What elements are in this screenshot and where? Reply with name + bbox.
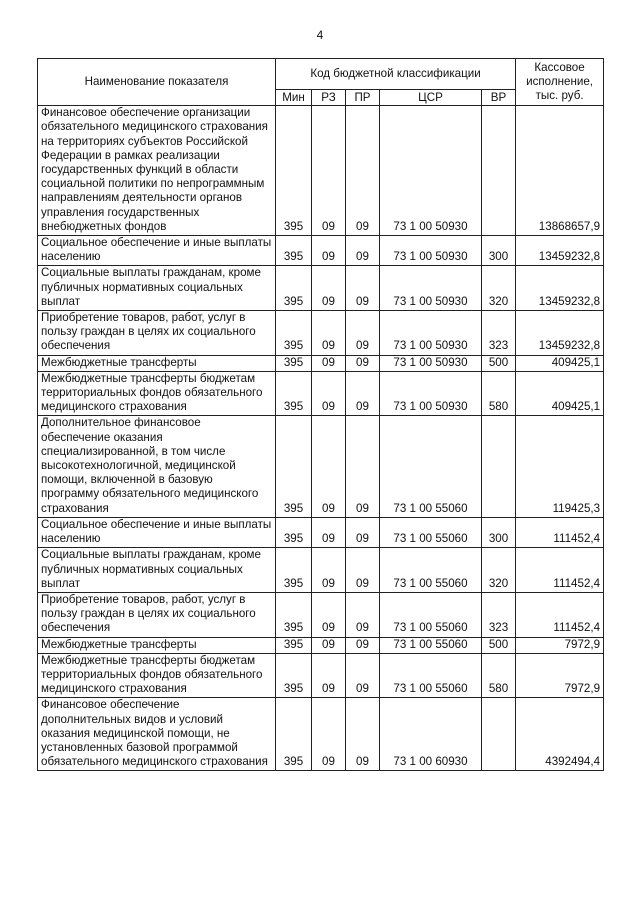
- header-csr: ЦСР: [380, 90, 482, 106]
- row-vr: 300: [482, 517, 516, 547]
- row-name: Социальное обеспечение и иные выплаты населению: [38, 517, 276, 547]
- row-csr: 73 1 00 50930: [380, 236, 482, 266]
- row-name: Межбюджетные трансферты бюджетам территориальных фондов обязательного медицинского страхования: [38, 371, 276, 416]
- row-name: Межбюджетные трансферты: [38, 355, 276, 371]
- row-vr: [482, 106, 516, 236]
- row-rz: 09: [312, 371, 346, 416]
- row-min: 395: [276, 371, 312, 416]
- header-vr: ВР: [482, 90, 516, 106]
- row-min: 395: [276, 106, 312, 236]
- row-amount: 4392494,4: [516, 698, 604, 771]
- row-amount: 111452,4: [516, 517, 604, 547]
- row-pr: 09: [346, 236, 380, 266]
- row-pr: 09: [346, 548, 380, 593]
- header-amount: Кассовое исполнение, тыс. руб.: [516, 59, 604, 106]
- row-min: 395: [276, 416, 312, 517]
- row-name: Приобретение товаров, работ, услуг в пользу граждан в целях их социального обеспечения: [38, 311, 276, 356]
- header-rz: РЗ: [312, 90, 346, 106]
- row-amount: 409425,1: [516, 355, 604, 371]
- row-min: 395: [276, 698, 312, 771]
- row-vr: 500: [482, 355, 516, 371]
- row-min: 395: [276, 266, 312, 311]
- row-min: 395: [276, 517, 312, 547]
- row-csr: 73 1 00 50930: [380, 266, 482, 311]
- table-row: [38, 236, 604, 266]
- row-amount: 13459232,8: [516, 311, 604, 356]
- row-csr: 73 1 00 50930: [380, 371, 482, 416]
- row-pr: 09: [346, 416, 380, 517]
- row-amount: 7972,9: [516, 653, 604, 698]
- table-row: [38, 266, 604, 311]
- row-amount: 119425,3: [516, 416, 604, 517]
- budget-table: [37, 58, 604, 771]
- row-amount: 13459232,8: [516, 266, 604, 311]
- row-rz: 09: [312, 236, 346, 266]
- row-vr: 323: [482, 592, 516, 637]
- row-csr: 73 1 00 55060: [380, 517, 482, 547]
- row-min: 395: [276, 592, 312, 637]
- row-rz: 09: [312, 548, 346, 593]
- row-vr: [482, 416, 516, 517]
- table-row: [38, 416, 604, 517]
- table-header: [38, 59, 604, 106]
- row-name: Приобретение товаров, работ, услуг в пользу граждан в целях их социального обеспечения: [38, 592, 276, 637]
- header-code-group: Код бюджетной классификации: [276, 59, 516, 90]
- row-pr: 09: [346, 371, 380, 416]
- row-vr: 320: [482, 548, 516, 593]
- row-rz: 09: [312, 266, 346, 311]
- table-body: [38, 106, 604, 771]
- row-min: 395: [276, 311, 312, 356]
- row-pr: 09: [346, 106, 380, 236]
- row-csr: 73 1 00 60930: [380, 698, 482, 771]
- table-row: [38, 548, 604, 593]
- header-min: Мин: [276, 90, 312, 106]
- row-rz: 09: [312, 637, 346, 653]
- row-csr: 73 1 00 50930: [380, 106, 482, 236]
- row-csr: 73 1 00 55060: [380, 548, 482, 593]
- row-vr: 300: [482, 236, 516, 266]
- row-csr: 73 1 00 50930: [380, 355, 482, 371]
- table-row: [38, 355, 604, 371]
- row-csr: 73 1 00 50930: [380, 311, 482, 356]
- row-csr: 73 1 00 55060: [380, 653, 482, 698]
- row-min: 395: [276, 637, 312, 653]
- row-rz: 09: [312, 653, 346, 698]
- page-number: 4: [316, 28, 324, 42]
- row-csr: 73 1 00 55060: [380, 416, 482, 517]
- table-row: [38, 698, 604, 771]
- row-name: Социальные выплаты гражданам, кроме публичных нормативных социальных выплат: [38, 266, 276, 311]
- row-pr: 09: [346, 266, 380, 311]
- row-rz: 09: [312, 698, 346, 771]
- row-amount: 13868657,9: [516, 106, 604, 236]
- row-pr: 09: [346, 698, 380, 771]
- row-min: 395: [276, 236, 312, 266]
- row-rz: 09: [312, 592, 346, 637]
- row-name: Финансовое обеспечение дополнительных видов и условий оказания медицинской помощи, не установленных базовой программой обязательного медицинского страхования: [38, 698, 276, 771]
- row-amount: 111452,4: [516, 548, 604, 593]
- row-vr: 323: [482, 311, 516, 356]
- row-name: Социальные выплаты гражданам, кроме публичных нормативных социальных выплат: [38, 548, 276, 593]
- row-pr: 09: [346, 311, 380, 356]
- row-amount: 7972,9: [516, 637, 604, 653]
- row-amount: 111452,4: [516, 592, 604, 637]
- row-csr: 73 1 00 55060: [380, 592, 482, 637]
- row-csr: 73 1 00 55060: [380, 637, 482, 653]
- row-rz: 09: [312, 106, 346, 236]
- row-vr: 320: [482, 266, 516, 311]
- row-name: Дополнительное финансовое обеспечение оказания специализированной, в том числе высокотехнологичной, медицинской помощи, включенной в базовую программу обязательного медицинского страхования: [38, 416, 276, 517]
- table-row: [38, 592, 604, 637]
- row-name: Финансовое обеспечение организации обязательного медицинского страхования на территориях субъектов Российской Федерации в рамках реализации государственных функций в области социальной политики по непрограммным направлениям деятельности органов управления государственных внебюджетных фондов: [38, 106, 276, 236]
- header-name: Наименование показателя: [38, 59, 276, 106]
- header-pr: ПР: [346, 90, 380, 106]
- row-pr: 09: [346, 592, 380, 637]
- row-min: 395: [276, 355, 312, 371]
- row-rz: 09: [312, 517, 346, 547]
- row-pr: 09: [346, 517, 380, 547]
- row-pr: 09: [346, 653, 380, 698]
- row-vr: 580: [482, 653, 516, 698]
- row-name: Межбюджетные трансферты: [38, 637, 276, 653]
- row-pr: 09: [346, 637, 380, 653]
- row-vr: 500: [482, 637, 516, 653]
- row-vr: 580: [482, 371, 516, 416]
- table-row: [38, 371, 604, 416]
- row-rz: 09: [312, 416, 346, 517]
- table-row: [38, 106, 604, 236]
- table-row: [38, 517, 604, 547]
- row-min: 395: [276, 548, 312, 593]
- row-rz: 09: [312, 355, 346, 371]
- row-name: Социальное обеспечение и иные выплаты населению: [38, 236, 276, 266]
- table-row: [38, 637, 604, 653]
- row-amount: 409425,1: [516, 371, 604, 416]
- row-amount: 13459232,8: [516, 236, 604, 266]
- table-row: [38, 653, 604, 698]
- table-row: [38, 311, 604, 356]
- row-rz: 09: [312, 311, 346, 356]
- row-min: 395: [276, 653, 312, 698]
- row-name: Межбюджетные трансферты бюджетам территориальных фондов обязательного медицинского страхования: [38, 653, 276, 698]
- row-pr: 09: [346, 355, 380, 371]
- row-vr: [482, 698, 516, 771]
